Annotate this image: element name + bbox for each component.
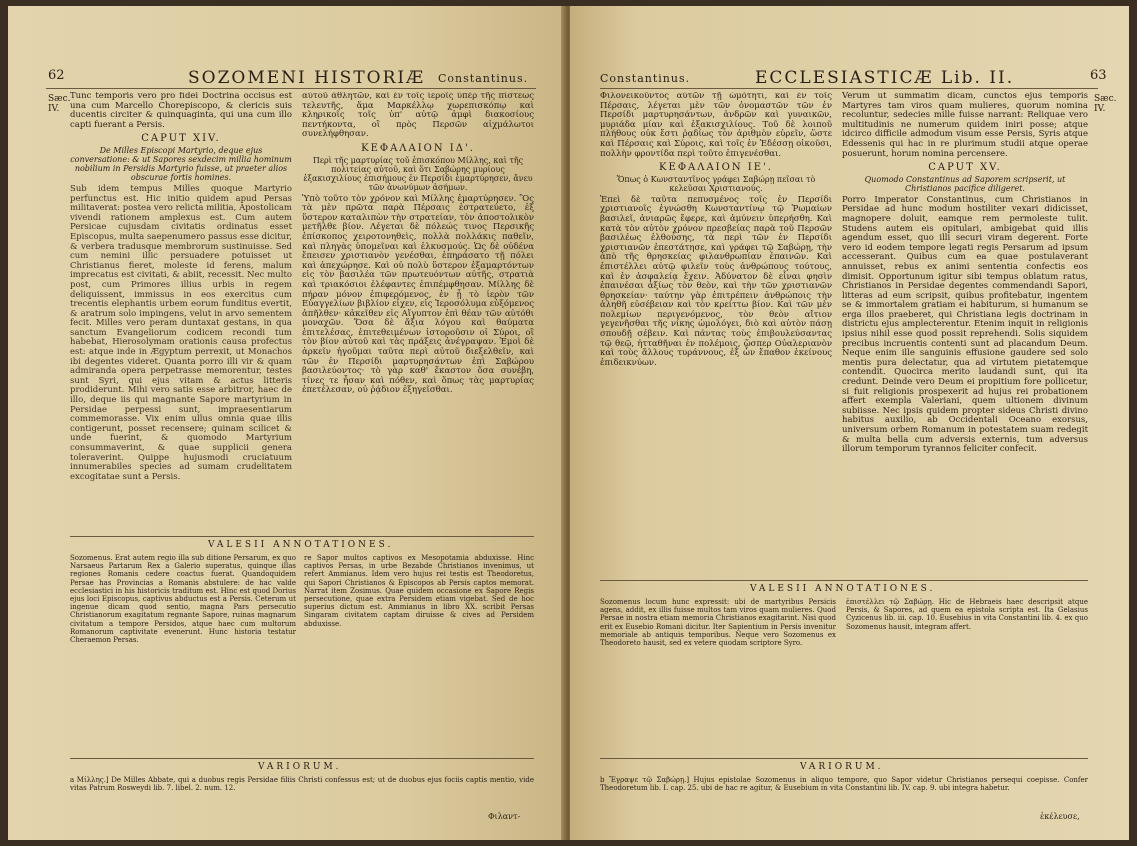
greek-chapter-summary: Περὶ τῆς μαρτυρίας τοῦ ἐπισκόπου Μίλλης, καὶ τῆς πολιτείας αὐτοῦ, καὶ ὅτι Σαβώρης μυρίους ἑξακισχιλίους ἐπισήμους ἐν Περσίδι ἐμαρτύρησεν, ἄνευ τῶν ἀνωνύμων ἀσήμων.	[303, 155, 533, 192]
right-page	[570, 6, 1129, 840]
chapter-heading: CAPUT XIV.	[141, 133, 221, 145]
greek-column	[600, 92, 832, 576]
left-running-head-emperor: Constantinus.	[438, 72, 529, 85]
notes-column-1: Sozomenus. Erat autem regio illa sub ditione Persarum, ex quo Narsaeus Partarum Rex a Galerio superatus, quinque illas regiones Romanis cedere coactus fuerat. Quandoquidem Persae has Provincias a Romanis abstulere: de hac valde ecclesiastici in his historicis traditum est. Hinc est quod Dorius ejus loci Episcopus, captivus abductus est a Persis. Ceterum ut ingenue dicam quod sentio, magna Pars persecutio Christianorum exagitatum regnante Sapore, ruinas magnarum civitatum a tempore Persidos, atque haec cum multorum Romanorum captivitate evenerunt. Hunc historia testatur Cheraemon Persas.	[70, 554, 296, 645]
side-note-line: Sæc.	[48, 94, 71, 104]
right-side-note	[1094, 94, 1117, 114]
variorum-heading: VARIORUM.	[258, 762, 342, 772]
greek-column	[302, 92, 534, 532]
notes-column-2: ἐπιστέλλει τῷ Σαβώρῃ. Hic de Hebraeis haec descripsit atque Persis, & Sapores, ad quem ea epistola scripta est. Ita Gelasius Cyzicenus lib. iii. cap. 10. Eusebius in vita Constantini lib. 4. ex quo Sozomenus hausit, integram affert.	[846, 598, 1088, 631]
greek-chapter-heading: ΚΕΦΑΛΑΙΟΝ ΙΔ'.	[361, 142, 475, 154]
chapter-heading: CAPUT XV.	[928, 162, 1002, 174]
latin-column	[70, 92, 292, 532]
chapter-summary: Quomodo Constantinus ad Saporem scripserit, ut Christianos pacifice diligeret.	[864, 174, 1066, 193]
header-rule	[46, 88, 536, 89]
greek-chapter-summary: Ὅπως ὁ Κωνσταντῖνος γράφει Σαβώρῃ πεῖσαι τὸ κελεῦσαι Χριστιανούς.	[616, 174, 816, 193]
left-page	[8, 6, 566, 840]
latin-body: Sub idem tempus Milles quoque Martyrio perfunctus est. Hic initio quidem apud Persas militaverat: postea vero relicta militia, Apostolicam vivendi rationem amplexus est. Cum autem Persicae cujusdam civitatis ordinatus esset Episcopus, multa saepenumero passus esse dicitur, & verbera tradusque membrorum sustinuisse. Sed cum nemini illic persuadere potuisset ut Christianus fieret, moleste id ferens, malum imprecatus est civitati, & abiit, recessit. Nec multo post, cum Primores illius urbis in regem deliquissent, immissus in eos exercitus cum trecentis elephantis urbem eorum funditus evertit, & aratrum solo impingens, velut in arvo sementem fecit. Milles vero peram duntaxat gestans, in qua sanctum Evangeliorum codicem recondi tum habebat, Hierosolymam orationis causa profectus est: atque inde in Ægyptum perrexit, ut Monachos ibi degentes videret. Quanta porro illi vir & quam admiranda opera perpetrasse memorentur, testes sunt Syri, qui ejus vitam & actus litteris prodiderunt. Mihi vero satis esse arbitror, haec de illo, deque iis qui magnante Sapore martyrium in Persidae perpessi sunt, impraesentiarum commemorasse. Vix enim ullus omnia quae illis contigerunt, posset recensere; quinam scilicet & unde fuerint, & quomodo Martyrium consummaverint, & quae supplicii genera toleraverint. Quippe hujusmodi cruciatuum innumerabiles species ad sumam crudelitatem excogitatae sunt a Persis.	[70, 183, 292, 482]
greek-body: Ὑπὸ τοῦτο τὸν χρόνον καὶ Μίλλης ἐμαρτύρησεν. Ὃς τὰ μὲν πρῶτα παρὰ Πέρσαις ἐστρατεύετο, ἐξ ὕστερον καταλιπὼν τὴν στρατείαν, τὸν ἀποστολικὸν μετῆλθε βίον. Λέγεται δὲ πόλεώς τινος Περσικῆς ἐπίσκοπος χειροτονηθεὶς, πολλὰ πολλάκις παθεῖν, καὶ πληγὰς ὑπομεῖναι καὶ ἑλκυσμούς. Ὡς δὲ οὐδένα ἔπεισεν χριστιανὸν γενέσθαι, ἐπηράσατο τῇ πόλει καὶ ἀπεχώρησε. Καὶ οὐ πολὺ ὕστερον ἐξαμαρτόντων εἰς τὸν βασιλέα τῶν πρωτευόντων αὐτῆς, στρατιὰ καὶ τριακόσιοι ἐλέφαντες ἐπιπέμφθησαν. Μίλλης δὲ πήραν μόνον ἐπιφερόμενος, ἐν ᾗ τὸ ἱερὸν τῶν Εὐαγγελίων βιβλίον εἶχεν, εἰς Ἱεροσόλυμα εὐξόμενος ἀπῆλθεν· κἀκεῖθεν εἰς Αἴγυπτον ἐπὶ θέαν τῶν αὐτόθι μοναχῶν. Ὅσα δὲ ἄξια λόγου καὶ θαύματα ἐπιτελέσας, ἐπιτεθειμένων ἱστοροῦσιν οἱ Σύροι, οἳ τὸν βίον αὐτοῦ καὶ τὰς πράξεις ἀνέγραψαν. Ἐμοὶ δὲ ἀρκεῖν ἡγοῦμαι ταῦτα περὶ αὐτοῦ διεξελθεῖν, καὶ τῶν ἐν Περσίδι μαρτυρησάντων ἐπὶ Σαβώρου βασιλεύοντος· τὸ γὰρ καθ' ἕκαστον ὅσα συνέβη, τίνες τε ἦσαν καὶ πόθεν, καὶ ὅπως τὰς μαρτυρίας ἐπετέλεσαν, οὐ ῥᾴδιον ἐξηγεῖσθαι.	[302, 193, 534, 396]
notes-rule	[70, 536, 534, 537]
chapter-summary: De Milles Episcopi Martyrio, deque ejus conversatione: & ut Sapores sexdecim millia hominum nobilium in Persidis Martyrio fuisse, ut praeter alios obscurae fortis homines.	[70, 145, 292, 182]
right-running-head: ECCLESIASTICÆ Lib. II.	[755, 68, 1015, 88]
notes-rule	[600, 580, 1088, 581]
book-spread	[8, 6, 1129, 840]
notes-heading: VALESII ANNOTATIONES.	[208, 540, 394, 550]
greek-chapter-heading: ΚΕΦΑΛΑΙΟΝ ΙΕ'.	[659, 162, 773, 174]
notes-column-1: Sozomenus locum hunc expressit: ubi de martyribus Persicis agens, addit, ex illis fuisse multos tam viros quam mulieres. Quod Persae in nostra etiam memoria Christianos exagitarint. Nisi quod erit ex Eusebio Romani dicitur. Iter Sapientium in Persis invenitur memoriale ab antiquis temporibus. Neque vero Sozomenus ex Theodoreto hausit, sed ex vetere quodam scriptore Syro.	[600, 598, 836, 648]
latin-body: Porro Imperator Constantinus, cum Christianos in Persidae ad hunc modum hostiliter vexari didicisset, magnopere doluit, eamque rem permoleste tulit. Studens autem eis opitulari, ambigebat quid illis agendum esset, quo illi securi viram degerent. Forte vero id eodem tempore legati regis Persarum ad ipsum accesserant. Quibus cum ea quae postulaverant annuisset, rebus ex animi sententia confectis eos dimisit. Opportunum igitur sibi tempus oblatum ratus, Christianos in Persidae degentes commendandi Sapori, litteras ad eum scripsit, quibus profitebatur, ingentem se & immortalem gratiam ei habiturum, si humanum se erga illos praeberet, qui Christiana legis doctrinam in districtu ejus amplecterentur. Etenim inquit in religionis ipsius nihil esse quod possit reprehendi. Solis siquidem precibus incruentis contenti sunt ad placandum Deum. Neque enim ille sanguinis effusione gaudere sed solo mentis pura delectatur, qua ad virtutem pietatemque contendit. Quocirca merito laudandi sunt, qui ita credunt. Deinde vero Deum ei propitium fore pollicetur, si fuit religionis prospexerit ad hujus rei probationem affert exempla Valeriani, quem ultionem divinum subiisse. Nec ipsis quidem propter sideus Christi divino habitus auxilio, ab Occidentali Oceano exorsus, universum orbem Romanum in potestatem suam redegit & multa bella cum adversis externis, tum adversus illorum temporum tyrannos feliciter confecit.	[842, 194, 1088, 455]
side-note-line: Sæc.	[1094, 94, 1117, 104]
variorum-rule	[70, 758, 534, 759]
latin-column	[842, 92, 1088, 576]
side-note-line: IV.	[1094, 104, 1106, 114]
header-rule	[600, 88, 1098, 89]
right-page-number: 63	[1090, 68, 1107, 83]
variorum-heading: VARIORUM.	[800, 762, 884, 772]
greek-intro: Φιλονεικοῦντος αὐτῶν τῇ ὠμότητι, καὶ ἐν τοῖς Πέρσαις, λέγεται μὲν τῶν ὀνομαστῶν τῶν ἐν Περσίδι μαρτυρησάντων, ἀνδρῶν καὶ γυναικῶν, μυριάδα μίαν καὶ ἑξακισχιλίους. Τοῦ δὲ λοιποῦ πλήθους οὐκ ἔστι ῥᾳδίως τὸν ἀριθμὸν εὑρεῖν, ὥστε καὶ Πέρσαις καὶ Σύροις, καὶ τοῖς ἐν Ἐδέσσῃ οἰκοῦσι, πολλὴν φροντίδα περὶ τοῦτο ἐπιγενέσθαι.	[600, 92, 832, 159]
right-running-head-emperor: Constantinus.	[600, 72, 691, 85]
variorum-rule	[600, 758, 1088, 759]
greek-intro: αὐτοῦ ἀθλητῶν, καὶ ἐν τοῖς ἱεροῖς ὑπὲρ τῆς πίστεως τελευτῆς, ἅμα Μαρκέλλῳ χωρεπισκόπῳ καὶ κληρικοῖς τοῖς ὑπ' αὐτῷ ἀμφὶ διακοσίους πεντήκοντα, οἳ πρὸς Περσῶν αἰχμάλωτοι συνελήφθησαν.	[302, 92, 534, 140]
left-running-head: SOZOMENI HISTORIÆ	[188, 68, 426, 88]
latin-intro: Verum ut summatim dicam, cunctos ejus temporis Martyres tam viros quam mulieres, quorum nomina recoluntur, sedecies mille fuisse narrant: Reliquae vero multitudinis ne numerum quidem iniri posse; atque idcirco difficile admodum visum esse Persis, Syris atque Edessenis qui hac in re plurimum studii atque operae posuerunt, horum nomina percensere.	[842, 92, 1088, 159]
left-side-note	[48, 94, 71, 114]
left-page-number: 62	[48, 68, 65, 83]
catchword: ἐκέλευσε,	[1040, 812, 1080, 821]
variorum-note: a Μίλλης.] De Milles Abbate, qui a duobus regis Persidae filiis Christi confessus est; ut de duobus ejus fociis captis mentio, vide vitas Patrum Rosweydi lib. 7. libel. 2. num. 12.	[70, 776, 534, 793]
latin-intro: Tunc temporis vero pro fidei Doctrina occisus est una cum Marcello Chorepiscopo, & clericis suis ducentis circiter & quinquaginta, qui una cum illo capti fuerant a Persis.	[70, 92, 292, 130]
notes-column-2: re Sapor multos captivos ex Mesopotamia abduxisse. Hinc captivos Persas, in urbe Bezabde Christianos invenimus, ut refert Ammianus. Idem vero hujus rei testis est Theodoretus, qui Sapori Christianos & Episcopos ab Persis captos memorat. Narrat item Zosimus. Quae quidem occasione ex Sapore Regis persecutione, quae extra Persidem etiam vigebat. Sed de hoc superius dictum est. Ammianus in libro XX. scribit Persas Singaram civitatem captam diruisse & cives ad Persidem abduxisse.	[304, 554, 534, 628]
variorum-note: b Ἔγραψε τῷ Σαβώρῃ.] Hujus epistolae Sozomenus in aliquo tempore, quo Sapor videtur Christianos persequi coepisse. Confer Theodoretum lib. I. cap. 25. ubi de hac re agitur, & Eusebium in vita Constantini lib. IV. cap. 9. ubi integra habetur.	[600, 776, 1088, 793]
notes-heading: VALESII ANNOTATIONES.	[750, 584, 936, 594]
catchword: Φιλαντ-	[488, 812, 521, 821]
greek-body: Ἐπεὶ δὲ ταῦτα πεπυσμένος τοῖς ἐν Περσίδι χριστιανοῖς ἐγνώσθη Κωνσταντίνῳ τῷ Ῥωμαίων βασιλεῖ, ἀνιαρῶς ἔφερε, καὶ ἀμύνειν ὑπερήσθη. Καὶ κατὰ τὸν αὐτὸν χρόνον πρεσβείας παρὰ τοῦ Περσῶν βασιλέως ἐλθούσης, τὰ περὶ τῶν ἐν Περσίδι χριστιανῶν ἐπεστάτησε, καὶ γράφει τῷ Σαβώρῃ, τὴν ἀπὸ τῆς θρησκείας φιλανθρωπίαν ἐπαινῶν. Καὶ ἐπιστέλλει αὐτῷ φιλεῖν τοὺς ἀνθρώπους τούτους, καὶ ἐν ἀσφαλείᾳ ἔχειν. Ἀδύνατον δὲ εἶναι φησὶν ἐπαινέσαι ἀξίως τὸν θεὸν, καὶ τὴν τῶν χριστιανῶν θρησκείαν· ταύτην γὰρ ἐπιτρέπειν ἀνθρώποις τὴν ἀληθῆ εὐσέβειαν καὶ τὸν κρείττω βίον. Καὶ τῶν μὲν πολεμίων περιγενόμενος, τὸν θεὸν αἴτιον γεγενῆσθαι τῆς νίκης ὡμολόγει, διὸ καὶ αὐτὸν πάσῃ σπουδῇ σέβειν. Καὶ πάντας τοὺς ἐπιβουλεύσαντας τῷ θεῷ, ἡτταθῆναι ἐν πολέμοις, ὥσπερ Οὐαλεριανὸν καὶ τοὺς ἄλλους τυράννους, ἐξ ὧν ἔπαθον ἐκείνους ἐπιδεικνύων.	[600, 194, 832, 368]
side-note-line: IV.	[48, 104, 60, 114]
